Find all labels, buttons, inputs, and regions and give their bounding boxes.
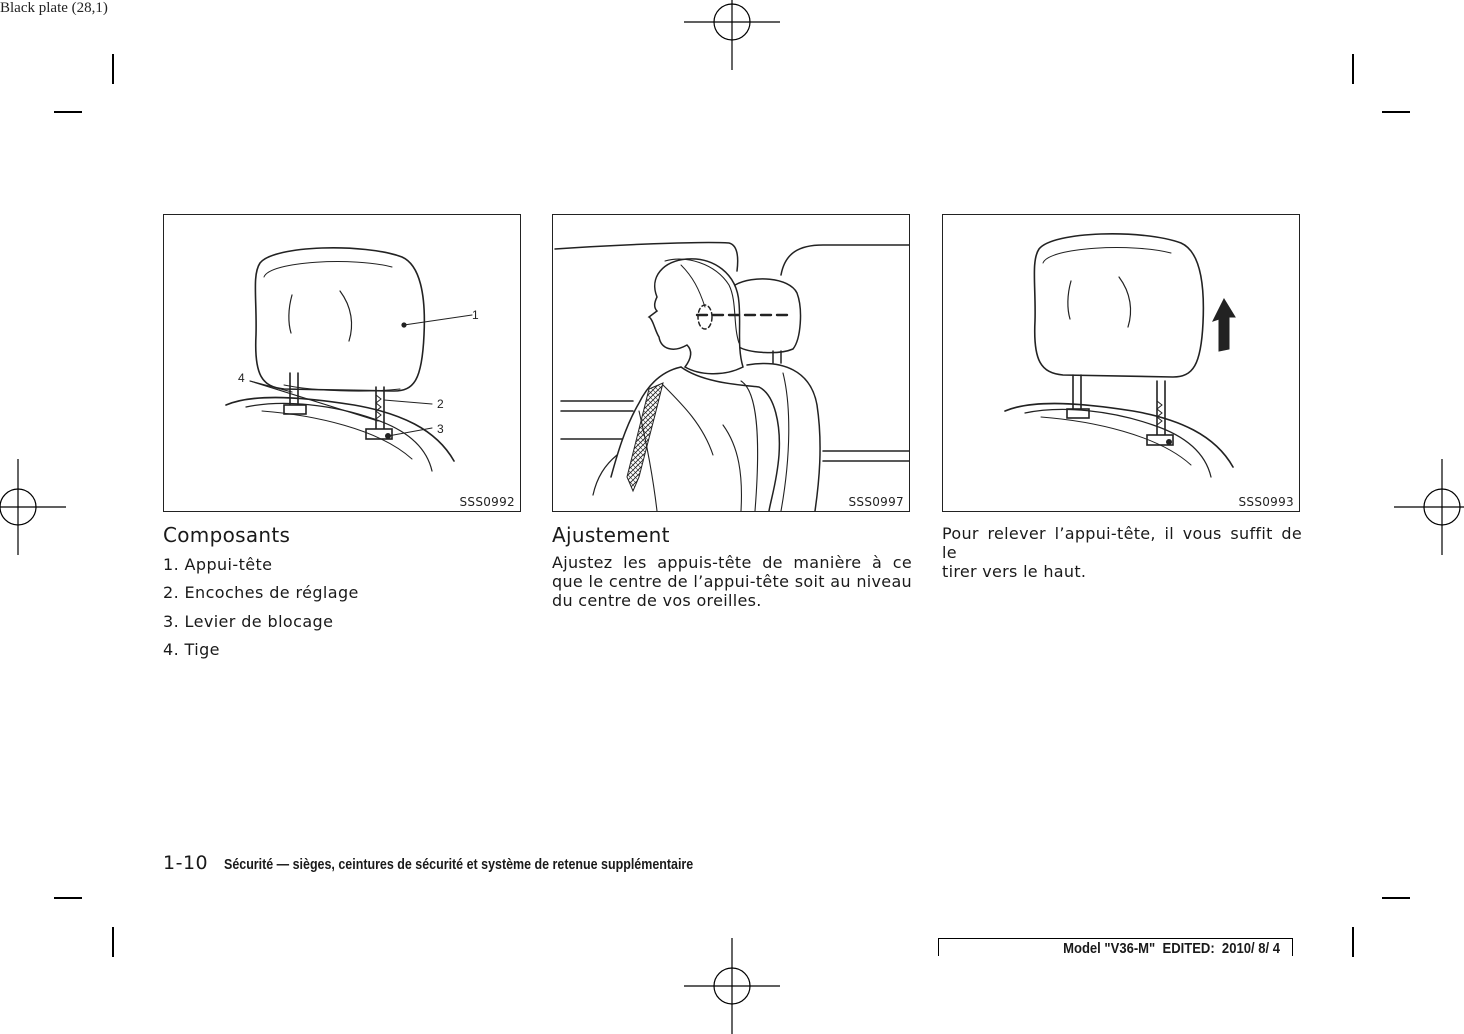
paragraph-line: Ajustez les appuis-tête de manière à ce: [552, 553, 912, 572]
page-number: 1-10: [163, 852, 209, 874]
registration-mark-icon: [0, 459, 66, 555]
headrest-components-illustration: [164, 215, 522, 513]
figure-code: SSS0992: [459, 495, 515, 509]
arrow-up-icon: [1213, 299, 1235, 351]
model-info-box: [938, 938, 1293, 956]
raise-paragraph: [942, 524, 1302, 581]
section-heading-adjustment: Ajustement: [552, 523, 670, 547]
list-item: 4. Tige: [163, 640, 220, 659]
crop-mark: [1352, 927, 1354, 957]
registration-mark-icon: [1394, 459, 1464, 555]
section-heading-components: Composants: [163, 523, 291, 547]
crop-mark: [54, 111, 82, 113]
paragraph-line: Pour relever l’appui-tête, il vous suffit de le: [942, 524, 1302, 562]
plate-label: Black plate (28,1): [0, 0, 108, 16]
list-item: 3. Levier de blocage: [163, 612, 334, 631]
headrest-adjustment-illustration: [553, 215, 911, 513]
figure-headrest-raise: [942, 214, 1300, 512]
callout-1: 1: [472, 308, 479, 322]
crop-mark: [1352, 54, 1354, 84]
crop-mark: [112, 927, 114, 957]
figure-code: SSS0997: [848, 495, 904, 509]
callout-4: 4: [238, 371, 245, 385]
adjustment-paragraph: [552, 553, 912, 610]
figure-headrest-components: [163, 214, 521, 512]
callout-3: 3: [437, 422, 444, 436]
chapter-title: Sécurité — sièges, ceintures de sécurité et système de retenue supplémentaire: [224, 857, 694, 873]
paragraph-line: du centre de vos oreilles.: [552, 591, 762, 610]
crop-mark: [1382, 897, 1410, 899]
list-item: 1. Appui-tête: [163, 555, 273, 574]
headrest-raise-illustration: [943, 215, 1301, 513]
figure-headrest-adjustment: [552, 214, 910, 512]
callout-2: 2: [437, 397, 444, 411]
registration-mark-icon: [684, 938, 780, 1034]
figure-code: SSS0993: [1238, 495, 1294, 509]
registration-mark-icon: [684, 0, 780, 70]
crop-mark: [112, 54, 114, 84]
list-item: 2. Encoches de réglage: [163, 583, 359, 602]
crop-mark: [54, 897, 82, 899]
paragraph-line: tirer vers le haut.: [942, 562, 1087, 581]
model-info: Model "V36-M" EDITED: 2010/ 8/ 4: [1063, 941, 1280, 957]
paragraph-line: que le centre de l’appui-tête soit au niveau: [552, 572, 912, 591]
crop-mark: [1382, 111, 1410, 113]
